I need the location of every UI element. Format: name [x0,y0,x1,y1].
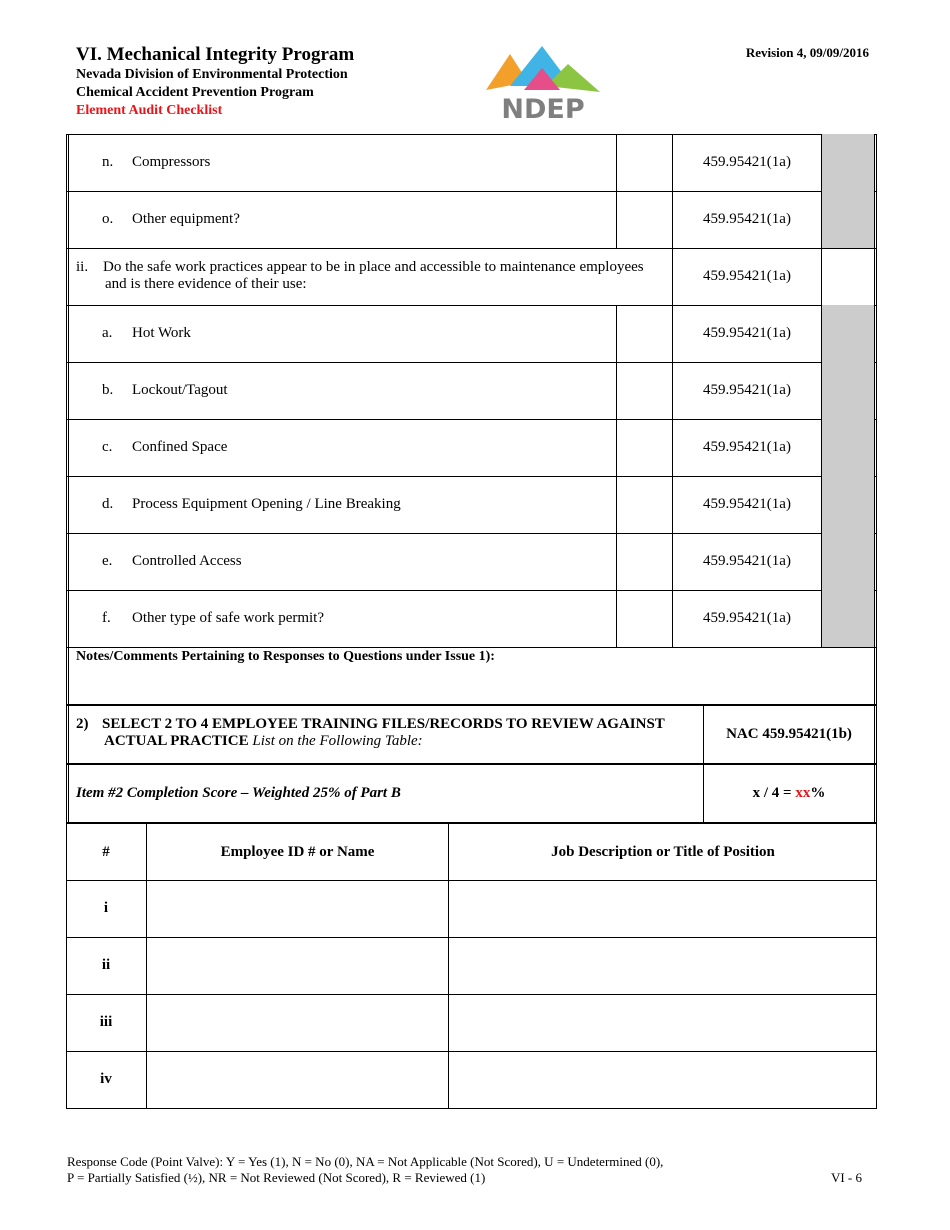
document-header [76,44,354,120]
score-cell [821,305,874,362]
item-text: Compressors [132,154,211,170]
item-letter: b. [102,382,114,398]
item-text: Controlled Access [132,553,242,569]
score-cell [821,134,874,191]
notes-row[interactable] [66,647,877,704]
item-reference: 459.95421(1a) [672,305,821,362]
response-field[interactable] [821,248,874,305]
row-number: iii [99,1014,113,1030]
list-item [66,419,877,476]
list-item [66,533,877,590]
item-text: Hot Work [132,325,191,341]
col-header-number: # [102,843,110,860]
item-letter: o. [102,211,114,227]
row-number: iv [100,1071,112,1087]
item-letter: d. [102,496,114,512]
checklist-table [66,134,877,1109]
question-number: ii. [76,259,89,275]
item-text: Confined Space [132,439,228,455]
section-2-header [66,706,877,763]
employee-id-field[interactable] [146,880,448,937]
table-row [66,880,877,937]
employee-id-field[interactable] [146,994,448,1051]
response-field[interactable] [616,305,672,362]
response-field[interactable] [616,419,672,476]
item-letter: e. [102,553,113,569]
col-header-job: Job Description or Title of Position [448,824,877,880]
score-cell [821,362,874,419]
employee-id-field[interactable] [146,1051,448,1108]
col-header-employee: Employee ID # or Name [146,824,448,880]
item-text: Other type of safe work permit? [132,610,325,626]
item-text: Lockout/Tagout [132,382,228,398]
item-letter: n. [102,154,114,170]
response-field[interactable] [616,590,672,647]
score-cell [821,419,874,476]
list-item [66,476,877,533]
table-row [66,937,877,994]
item-reference: 459.95421(1a) [672,362,821,419]
response-field[interactable] [616,191,672,248]
response-field[interactable] [616,362,672,419]
item-letter: c. [102,439,113,455]
score-formula: x / 4 = xx % [703,765,874,822]
logo-text: NDEP [501,94,585,122]
list-item [66,305,877,362]
response-field[interactable] [616,533,672,590]
score-cell [821,476,874,533]
score-row [66,765,877,822]
revision-label: Revision 4, 09/09/2016 [745,45,869,60]
list-item [66,134,877,191]
score-cell [821,533,874,590]
employee-id-field[interactable] [146,937,448,994]
program-name: Chemical Accident Prevention Program [76,85,314,100]
item-text: Process Equipment Opening / Line Breaking [132,496,401,512]
response-field[interactable] [616,476,672,533]
question-reference: 459.95421(1a) [672,248,821,305]
row-number: ii [101,957,111,973]
item-reference: 459.95421(1a) [672,134,821,191]
job-description-field[interactable] [448,1051,877,1108]
response-code-legend: Response Code (Point Valve): Y = Yes (1), N = No (0), NA = Not Applicable (Not Scored), U = Undetermined (0), P = Partially Satisfied (½), NR = Not Reviewed (Not Scored), R = Reviewed (1) [67,1154,664,1185]
table-row [66,994,877,1051]
job-description-field[interactable] [448,937,877,994]
table-row [66,1051,877,1108]
section-title: SELECT 2 TO 4 EMPLOYEE TRAINING FILES/RECORDS TO REVIEW AGAINST ACTUAL PRACTICE List on the Following Table: [102,716,665,749]
score-cell [821,590,874,647]
response-field[interactable] [616,134,672,191]
item-reference: 459.95421(1a) [672,419,821,476]
list-item [66,191,877,248]
question-text: Do the safe work practices appear to be in place and accessible to maintenance employees and is there evidence of their use: [103,259,644,292]
employee-table-header [66,824,877,880]
list-item [66,362,877,419]
page-number: VI - 6 [830,1170,862,1185]
list-item [66,590,877,647]
score-cell [821,191,874,248]
checklist-label: Element Audit Checklist [76,103,223,118]
item-reference: 459.95421(1a) [672,533,821,590]
section-number: 2) [76,716,89,732]
row-number: i [103,900,109,916]
item-text: Other equipment? [132,211,240,227]
section-reference: NAC 459.95421(1b) [703,706,874,763]
page-title: VI. Mechanical Integrity Program [76,44,355,65]
item-reference: 459.95421(1a) [672,191,821,248]
notes-label: Notes/Comments Pertaining to Responses to Questions under Issue 1): [76,649,495,664]
item-reference: 459.95421(1a) [672,476,821,533]
job-description-field[interactable] [448,994,877,1051]
job-description-field[interactable] [448,880,877,937]
item-reference: 459.95421(1a) [672,590,821,647]
ndep-logo-icon [484,42,604,122]
item-letter: a. [102,325,113,341]
score-label: Item #2 Completion Score – Weighted 25% of Part B [76,785,401,801]
item-letter: f. [102,610,111,626]
agency-name: Nevada Division of Environmental Protection [76,67,348,82]
question-row [66,248,877,305]
